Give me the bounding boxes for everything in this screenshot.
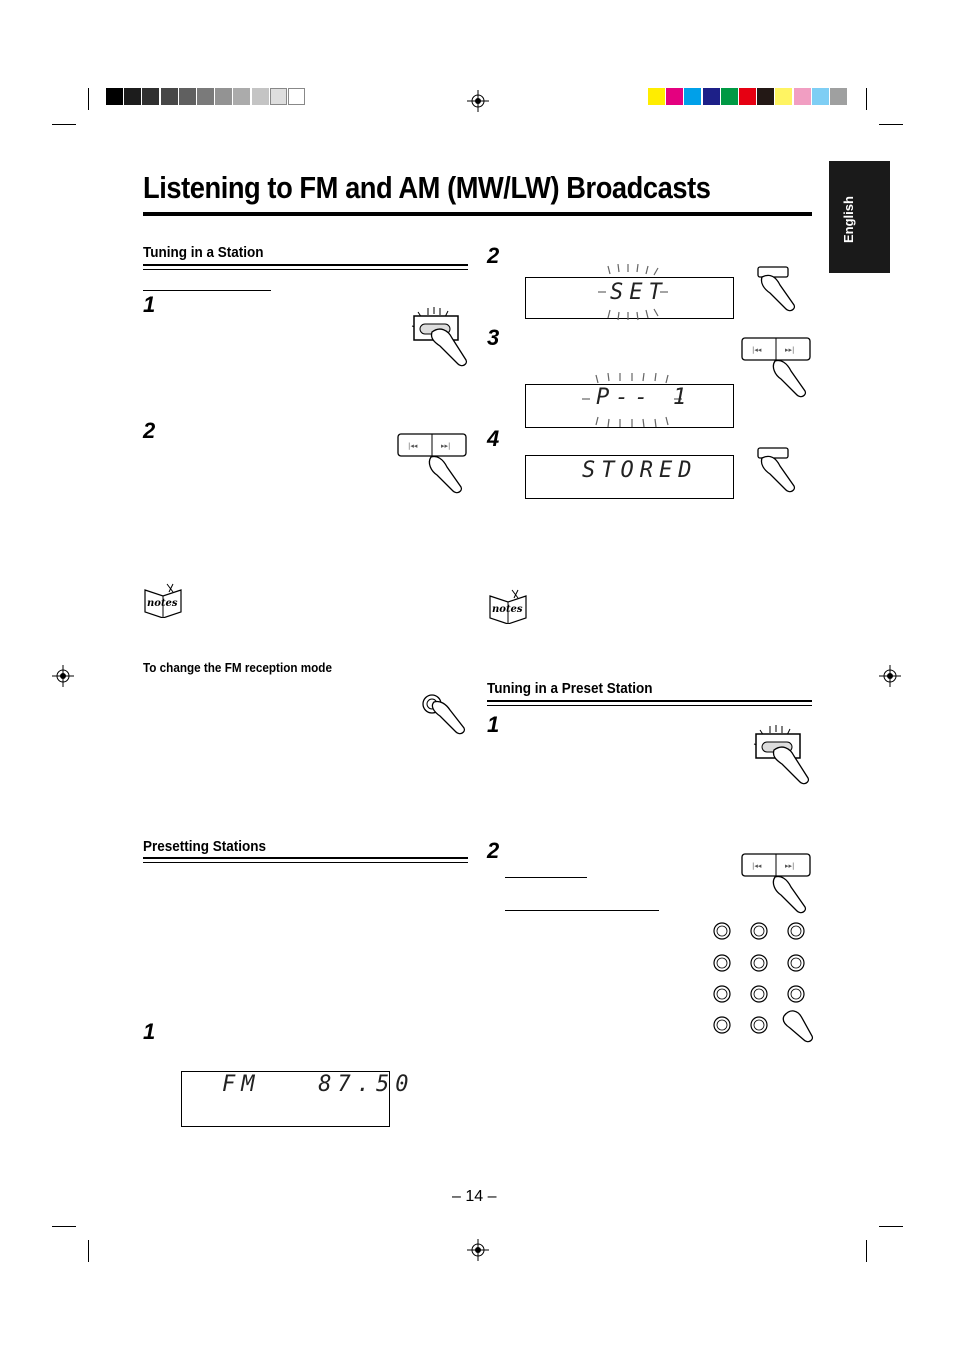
band-button-press-icon bbox=[748, 724, 812, 788]
stored-display bbox=[525, 455, 734, 499]
crop-mark bbox=[52, 1226, 76, 1227]
color-swatch bbox=[684, 88, 701, 105]
notes-icon bbox=[488, 588, 530, 624]
step-number: 2 bbox=[487, 838, 500, 863]
color-swatch bbox=[794, 88, 811, 105]
underline bbox=[143, 290, 271, 291]
band-button-press-icon bbox=[406, 306, 470, 370]
svg-text:▸▸|: ▸▸| bbox=[441, 442, 451, 450]
crop-mark bbox=[879, 124, 903, 125]
skip-buttons-press-icon bbox=[397, 433, 469, 495]
skip-buttons-press-icon bbox=[741, 337, 813, 399]
color-swatch bbox=[270, 88, 287, 105]
color-swatch bbox=[106, 88, 123, 105]
step-number: 3 bbox=[487, 325, 500, 350]
crop-mark bbox=[52, 124, 76, 125]
crop-mark bbox=[866, 1240, 867, 1262]
page-title: Listening to FM and AM (MW/LW) Broadcasts bbox=[143, 170, 711, 205]
skip-buttons-press-icon bbox=[741, 853, 813, 915]
section-rule bbox=[487, 700, 812, 702]
color-swatch bbox=[215, 88, 232, 105]
step-number: 1 bbox=[487, 712, 500, 737]
color-swatch bbox=[812, 88, 829, 105]
number-keypad-icon bbox=[710, 918, 814, 1048]
color-swatch bbox=[666, 88, 683, 105]
step-number: 1 bbox=[143, 1019, 156, 1044]
set-text: SET bbox=[610, 280, 668, 305]
underline bbox=[505, 877, 587, 878]
set-display bbox=[525, 277, 734, 319]
section-rule bbox=[143, 857, 468, 859]
registration-crosshair-icon bbox=[467, 1239, 489, 1261]
svg-text:notes: notes bbox=[147, 598, 178, 609]
crop-mark bbox=[88, 1240, 89, 1262]
preset-number-text: P-- 1 bbox=[596, 385, 693, 410]
crop-mark bbox=[879, 1226, 903, 1227]
registration-crosshair-icon bbox=[467, 90, 489, 112]
underline bbox=[505, 910, 659, 911]
color-swatch bbox=[757, 88, 774, 105]
section-rule bbox=[487, 705, 812, 706]
section-heading-presetting: Presetting Stations bbox=[143, 838, 267, 855]
color-swatch bbox=[252, 88, 269, 105]
step-number: 2 bbox=[487, 243, 500, 268]
page-number: – 14 – bbox=[452, 1188, 497, 1205]
color-swatch bbox=[739, 88, 756, 105]
crop-mark bbox=[88, 88, 89, 110]
color-swatch bbox=[721, 88, 738, 105]
color-swatch bbox=[233, 88, 250, 105]
fm-frequency-text: FM 87.50 bbox=[222, 1072, 415, 1097]
preset-number-display bbox=[525, 384, 734, 428]
title-rule bbox=[143, 212, 812, 216]
step-number: 2 bbox=[143, 418, 156, 443]
language-tab bbox=[829, 161, 890, 273]
svg-text:|◂◂: |◂◂ bbox=[408, 442, 418, 450]
color-swatch bbox=[703, 88, 720, 105]
crop-mark bbox=[866, 88, 867, 110]
color-swatch bbox=[179, 88, 196, 105]
color-swatch bbox=[161, 88, 178, 105]
section-rule bbox=[143, 264, 468, 266]
color-swatch bbox=[830, 88, 847, 105]
fm-mode-button-press-icon bbox=[420, 692, 470, 740]
color-swatch bbox=[124, 88, 141, 105]
color-swatch bbox=[648, 88, 665, 105]
color-swatch bbox=[288, 88, 305, 105]
notes-icon bbox=[143, 582, 185, 618]
svg-text:▸▸|: ▸▸| bbox=[785, 862, 795, 870]
step-number: 4 bbox=[487, 426, 500, 451]
section-rule bbox=[143, 269, 468, 270]
section-heading-preset-tuning: Tuning in a Preset Station bbox=[487, 680, 653, 697]
svg-text:notes: notes bbox=[492, 604, 523, 615]
registration-crosshair-icon bbox=[52, 665, 74, 687]
color-swatch bbox=[775, 88, 792, 105]
section-heading-tuning: Tuning in a Station bbox=[143, 244, 264, 261]
svg-text:|◂◂: |◂◂ bbox=[752, 862, 762, 870]
memory-button-press-icon bbox=[756, 446, 800, 502]
memory-button-press-icon bbox=[756, 265, 800, 321]
svg-text:|◂◂: |◂◂ bbox=[752, 346, 762, 354]
color-swatch bbox=[197, 88, 214, 105]
step-number: 1 bbox=[143, 292, 156, 317]
language-label: English bbox=[841, 196, 856, 243]
stored-text: STORED bbox=[582, 458, 698, 483]
fm-mode-heading: To change the FM reception mode bbox=[143, 660, 332, 675]
registration-crosshair-icon bbox=[879, 665, 901, 687]
fm-frequency-display bbox=[181, 1071, 415, 1127]
svg-text:▸▸|: ▸▸| bbox=[785, 346, 795, 354]
color-swatch bbox=[142, 88, 159, 105]
section-rule bbox=[143, 862, 468, 863]
